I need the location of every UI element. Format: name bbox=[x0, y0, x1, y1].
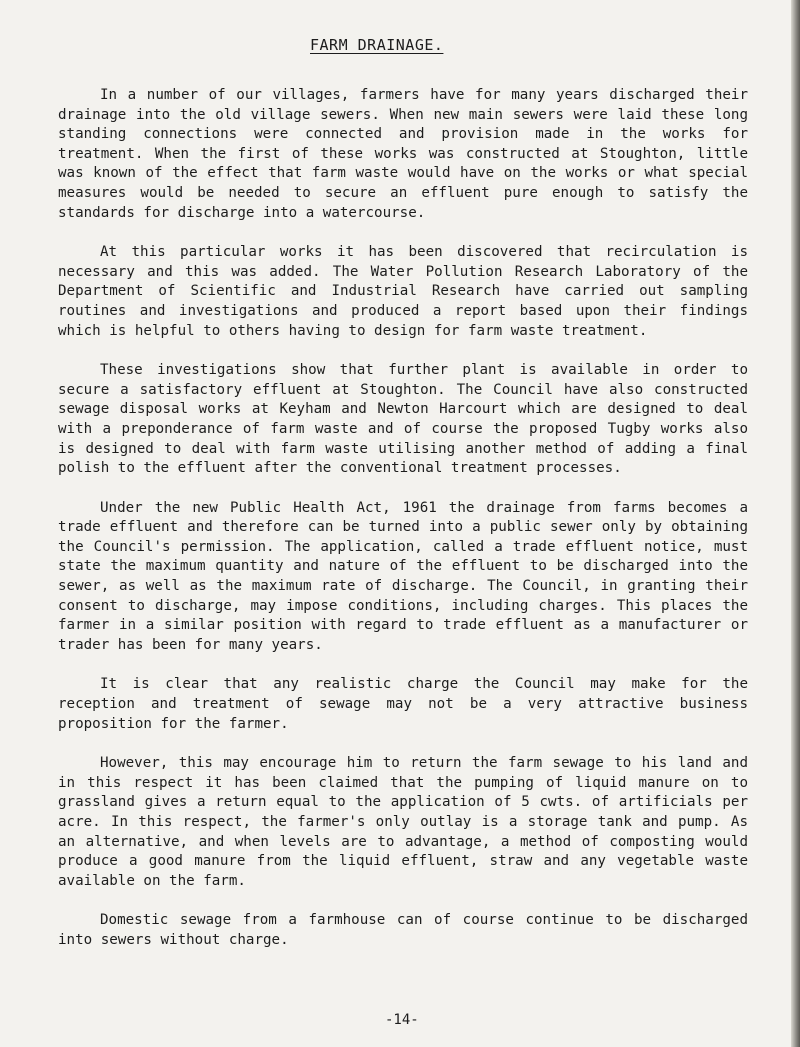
paragraph-2: At this particular works it has been discovered that recirculation is necessary and this was added. The Water Pollution Research Laboratory of the Department of Scientific and Industrial Research have carried out sampling routines and investigations and produced a report based upon their findings which is helpful to others having to design for farm waste treatment. bbox=[58, 244, 748, 339]
page-edge-shadow bbox=[791, 0, 800, 1047]
paragraph-3: These investigations show that further plant is available in order to secure a satisfactory effluent at Stoughton. The Council have also constructed sewage disposal works at Keyham and Newton Harcourt which are designed to deal with a preponderance of farm waste and of course the proposed Tugby works also is designed to deal with farm waste utilising another method of adding a final polish to the effluent after the conventional treatment processes. bbox=[58, 362, 748, 477]
paragraph-1: In a number of our villages, farmers have for many years discharged their drainage into the old village sewers. When new main sewers were laid these long standing connections were connected and provision made in the works for treatment. When the first of these works was constructed at Stoughton, little was known of the effect that farm waste would have on the works or what special measures would be needed to secure an effluent pure enough to satisfy the standards for discharge into a watercourse. bbox=[58, 87, 748, 221]
page-title: FARM DRAINAGE. bbox=[310, 36, 444, 54]
paragraph-7: Domestic sewage from a farmhouse can of course continue to be discharged into sewers without charge. bbox=[58, 912, 748, 948]
paragraph-5: It is clear that any realistic charge the Council may make for the reception and treatment of sewage may not be a very attractive business proposition for the farmer. bbox=[58, 676, 748, 732]
paragraph-6: However, this may encourage him to return the farm sewage to his land and in this respect it has been claimed that the pumping of liquid manure on to grassland gives a return equal to the application of 5 cwts. of artificials per acre. In this respect, the farmer's only outlay is a storage tank and pump. As an alternative, and when levels are to advantage, a method of composting would produce a good manure from the liquid effluent, straw and any vegetable waste available on the farm. bbox=[58, 755, 748, 889]
paragraph-4: Under the new Public Health Act, 1961 the drainage from farms becomes a trade effluent and therefore can be turned into a public sewer only by obtaining the Council's permission. The application, called a trade effluent notice, must state the maximum quantity and nature of the effluent to be discharged into the sewer, as well as the maximum rate of discharge. The Council, in granting their consent to discharge, may impose conditions, including charges. This places the farmer in a similar position with regard to trade effluent as a manufacturer or trader has been for many years. bbox=[58, 499, 748, 653]
page-number: -14- bbox=[385, 1012, 419, 1028]
document-body bbox=[58, 86, 748, 971]
